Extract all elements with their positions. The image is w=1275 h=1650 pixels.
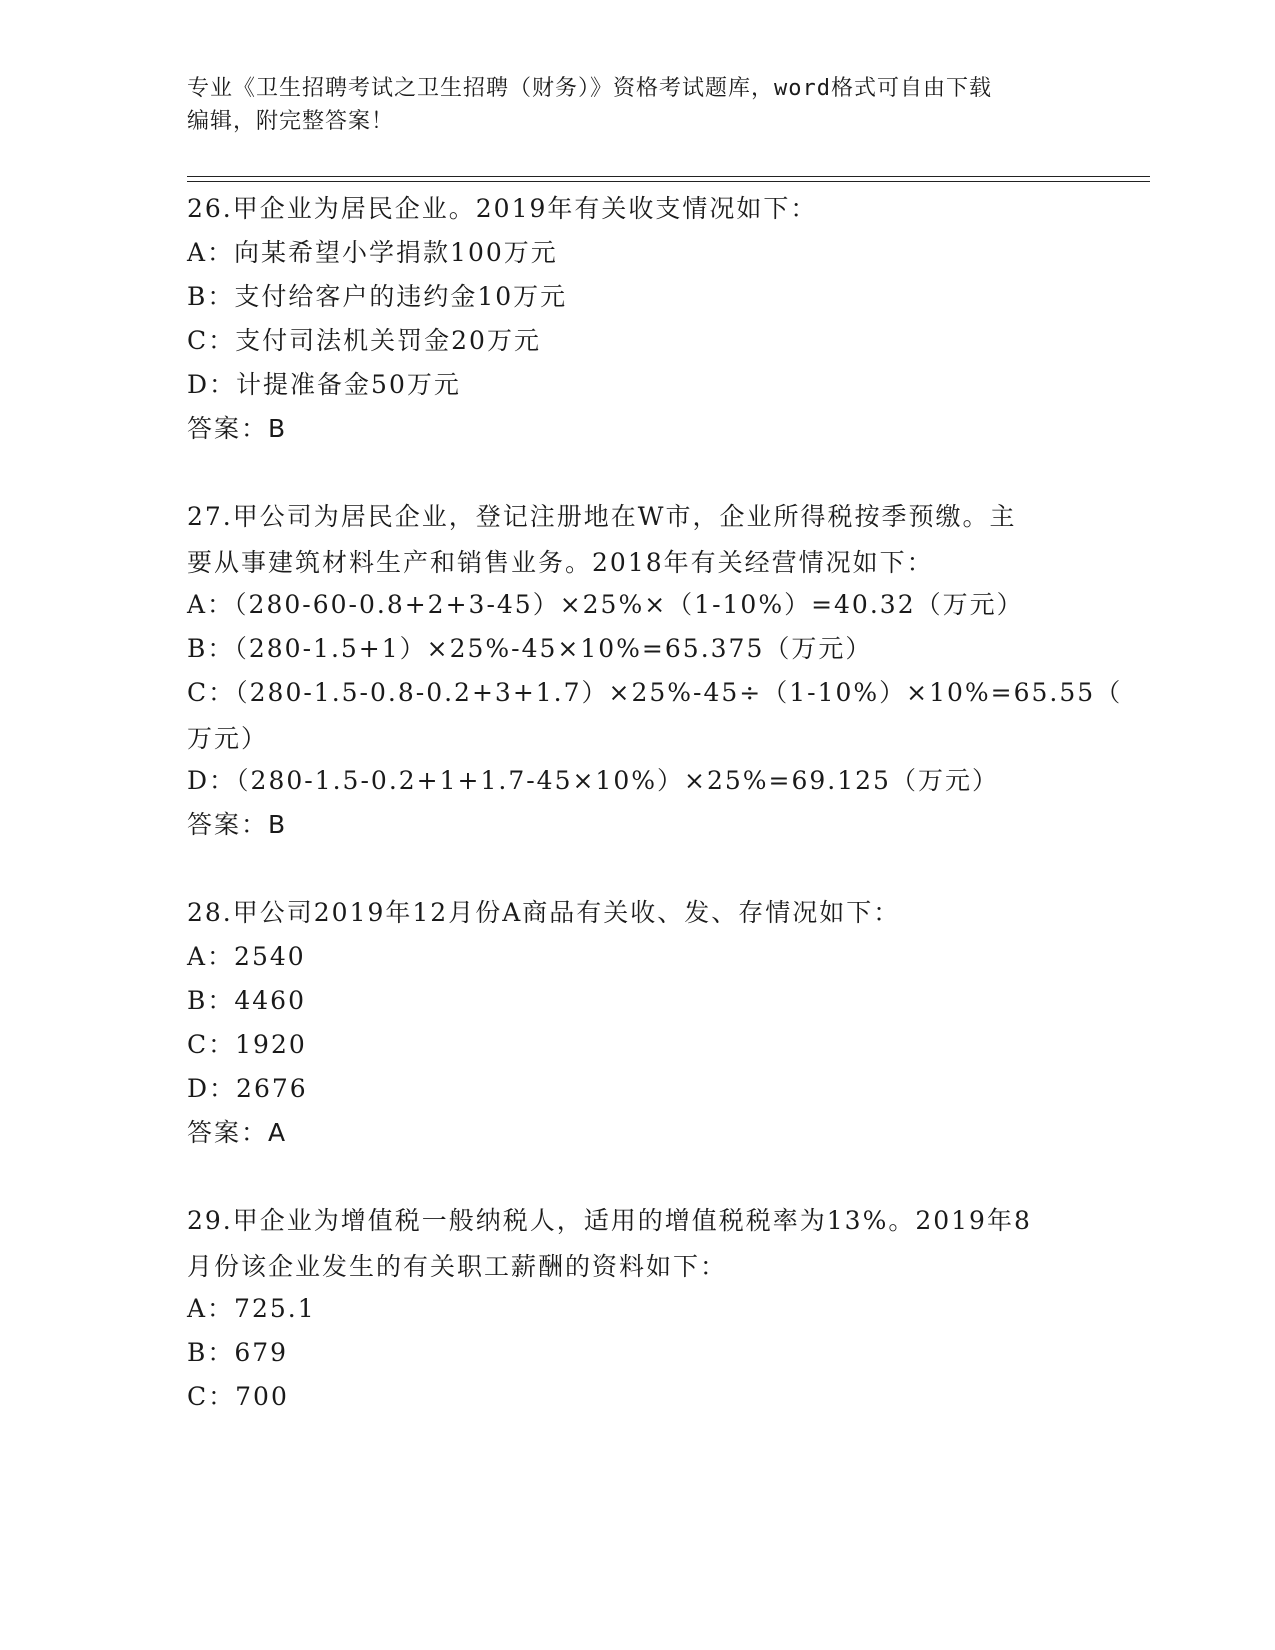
option-text: D：计提准备金50万元 — [187, 370, 461, 399]
header-line-2: 编辑，附完整答案！ — [187, 109, 395, 134]
question-stem — [187, 890, 900, 936]
header-divider-top — [187, 176, 1150, 177]
answer-label: 答案：A — [187, 1118, 288, 1147]
answer-label: 答案：B — [187, 810, 288, 839]
option-text: D：（280-1.5-0.2+1+1.7-45×10%）×25%=69.125（万元） — [187, 766, 999, 795]
option-c — [187, 318, 541, 364]
option-text: C：700 — [187, 1382, 289, 1411]
option-text-continued: 万元） — [187, 724, 269, 753]
question-stem — [187, 494, 1016, 586]
option-b — [187, 1330, 288, 1376]
document-header — [187, 72, 1087, 138]
option-c — [187, 1022, 307, 1068]
stem-line: 26.甲企业为居民企业。2019年有关收支情况如下： — [187, 194, 818, 223]
option-text: C：支付司法机关罚金20万元 — [187, 326, 541, 355]
question-stem — [187, 186, 817, 232]
option-c — [187, 670, 1122, 762]
option-text: B：4460 — [187, 986, 306, 1015]
option-text: C：（280-1.5-0.8-0.2+3+1.7）×25%-45÷（1-10%）×10%=65.55（ — [187, 678, 1123, 707]
question-stem — [187, 1198, 1032, 1290]
option-text: A：向某希望小学捐款100万元 — [187, 238, 558, 267]
option-text: B：（280-1.5+1）×25%-45×10%=65.375（万元） — [187, 634, 873, 663]
option-d — [187, 1066, 308, 1112]
option-text: B：支付给客户的违约金10万元 — [187, 282, 568, 311]
option-text: D：2676 — [187, 1074, 308, 1103]
option-d — [187, 362, 461, 408]
header-divider-bottom — [187, 181, 1150, 182]
option-a — [187, 1286, 316, 1332]
option-c — [187, 1374, 289, 1420]
stem-line: 要从事建筑材料生产和销售业务。2018年有关经营情况如下： — [187, 548, 934, 577]
stem-line: 28.甲公司2019年12月份A商品有关收、发、存情况如下： — [187, 898, 901, 927]
option-b — [187, 978, 306, 1024]
option-a — [187, 582, 1024, 628]
stem-line: 29.甲企业为增值税一般纳税人，适用的增值税税率为13%。2019年8 — [187, 1206, 1032, 1235]
option-text: A：725.1 — [187, 1294, 316, 1323]
stem-line: 27.甲公司为居民企业，登记注册地在W市，企业所得税按季预缴。主 — [187, 502, 1017, 531]
answer-label: 答案：B — [187, 414, 288, 443]
option-a — [187, 230, 558, 276]
option-text: A：（280-60-0.8+2+3-45）×25%×（1-10%）=40.32（万元） — [187, 590, 1024, 619]
option-a — [187, 934, 306, 980]
stem-line: 月份该企业发生的有关职工薪酬的资料如下： — [187, 1252, 728, 1281]
option-b — [187, 626, 872, 672]
option-text: B：679 — [187, 1338, 289, 1367]
option-text: A：2540 — [187, 942, 306, 971]
option-b — [187, 274, 567, 320]
header-line-1: 专业《卫生招聘考试之卫生招聘（财务）》资格考试题库，word格式可自由下载 — [187, 76, 992, 101]
option-text: C：1920 — [187, 1030, 307, 1059]
option-d — [187, 758, 999, 804]
